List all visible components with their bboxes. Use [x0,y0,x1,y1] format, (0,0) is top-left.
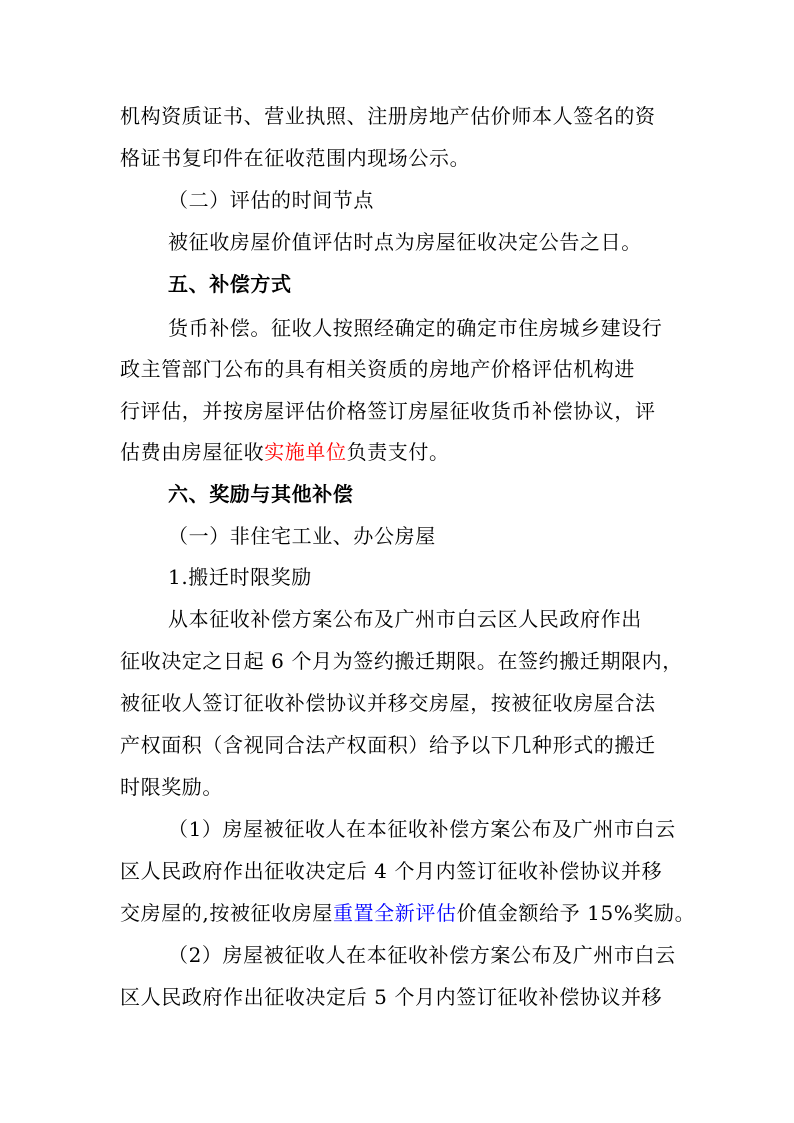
body-text-line: 格证书复印件在征收范围内现场公示。 [120,146,471,170]
body-text-line: 机构资质证书、营业执照、注册房地产估价师本人签名的资 [120,104,656,128]
body-text-line [120,440,450,464]
body-text-line: （1）房屋被征收人在本征收补偿方案公布及广州市白云 [168,817,676,841]
body-text-line: 货币补偿。征收人按照经确定的确定市住房城乡建设行 [168,316,663,340]
subheading-evaluation-time: （二）评估的时间节点 [168,188,374,212]
body-text-line: 区人民政府作出征收决定后 4 个月内签订征收补偿协议并移 [120,859,663,883]
text-segment: 估费由房屋征收 [120,440,265,464]
body-text-line: 从本征收补偿方案公布及广州市白云区人民政府作出 [168,607,642,631]
body-text-line: 产权面积（含视同合法产权面积）给予以下几种形式的搬迁 [120,733,656,757]
body-text-line: 区人民政府作出征收决定后 5 个月内签订征收补偿协议并移 [120,985,663,1009]
body-text-line: 行评估，并按房屋评估价格签订房屋征收货币补偿协议，评 [120,399,656,423]
subheading-relocation-reward: 1.搬迁时限奖励 [168,565,312,589]
text-segment: 负责支付。 [346,440,450,464]
body-text-line [120,901,695,925]
highlighted-text-blue: 重置全新评估 [332,901,457,925]
body-text-line: （2）房屋被征收人在本征收补偿方案公布及广州市白云 [168,943,676,967]
subheading-non-residential: （一）非住宅工业、办公房屋 [168,524,436,548]
section-heading-rewards: 六、奖励与其他补偿 [168,482,354,506]
body-text-line: 被征收人签订征收补偿协议并移交房屋，按被征收房屋合法 [120,691,656,715]
body-text-line: 被征收房屋价值评估时点为房屋征收决定公告之日。 [168,230,642,254]
body-text-line: 时限奖励。 [120,775,223,799]
text-segment: 价值金额给予 15%奖励。 [456,901,696,925]
body-text-line: 政主管部门公布的具有相关资质的房地产价格评估机构进 [120,357,635,381]
highlighted-text-red: 实施单位 [264,440,347,464]
section-heading-compensation: 五、补偿方式 [168,272,292,296]
body-text-line: 征收决定之日起 6 个月为签约搬迁期限。在签约搬迁期限内， [120,649,683,673]
text-segment: 交房屋的,按被征收房屋 [120,901,333,925]
